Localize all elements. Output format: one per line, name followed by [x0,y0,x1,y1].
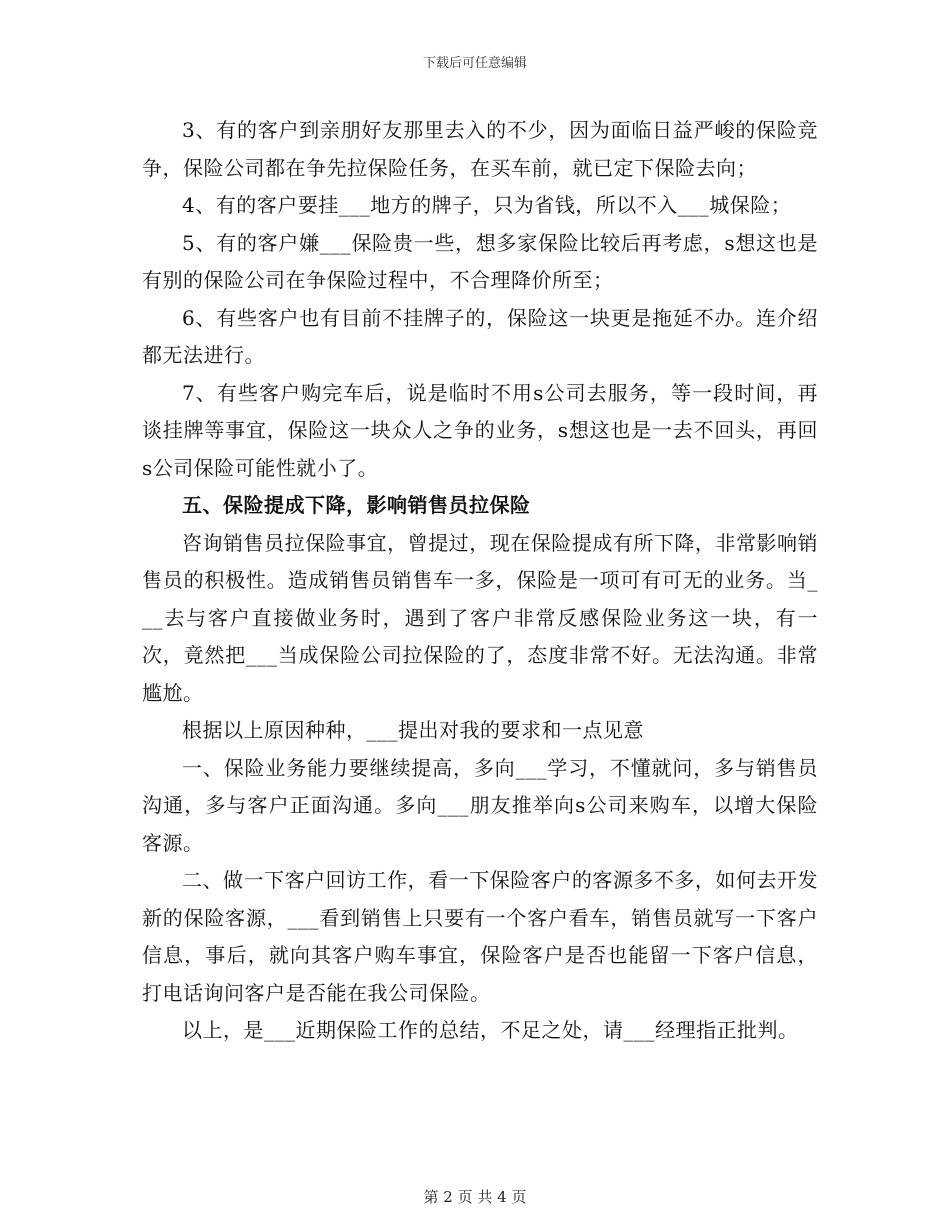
page-header-note: 下载后可任意编辑 [422,56,527,71]
paragraph-summary-intro: 根据以上原因种种，___提出对我的要求和一点见意 [182,718,644,742]
paragraph-item-3: 3、有的客户到亲朋好友那里去入的不少，因为面临日益严峻的保险竞争，保险公司都在争先拉保险任务，在买车前，就已定下保险去向； [142,118,818,180]
paragraph-item-5: 5、有的客户嫌___保险贵一些，想多家保险比较后再考虑，s想这也是有别的保险公司在争保险过程中，不合理降价所至； [142,230,818,292]
paragraph-item-7: 7、有些客户购完车后，说是临时不用s公司去服务，等一段时间，再谈挂牌等事宜，保险这一块众人之争的业务，s想这也是一去不回头，再回s公司保险可能性就小了。 [142,380,818,480]
section-heading-five: 五、保险提成下降，影响销售员拉保险 [182,493,531,517]
paragraph-conclusion: 以上，是___近期保险工作的总结，不足之处，请___经理指正批判。 [182,1018,799,1042]
paragraph-consult: 咨询销售员拉保险事宜，曾提过，现在保险提成有所下降，非常影响销售员的积极性。造成销售员销售车一多，保险是一项可有可无的业务。当___去与客户直接做业务时，遇到了客户非常反感保险业务这一块，有一次，竟然把___当成保险公司拉保险的了，态度非常不好。无法沟通。非常尴尬。 [142,530,818,705]
document-body [142,112,818,1050]
paragraph-requirement-one: 一、保险业务能力要继续提高，多向___学习，不懂就问，多与销售员沟通，多与客户正面沟通。多向___朋友推举向s公司来购车，以增大保险客源。 [142,755,818,855]
page-number: 第 2 页 共 4 页 [423,1188,527,1206]
paragraph-item-4: 4、有的客户要挂___地方的牌子，只为省钱，所以不入___城保险； [182,193,792,217]
paragraph-requirement-two: 二、做一下客户回访工作，看一下保险客户的客源多不多，如何去开发新的保险客源，___看到销售上只要有一个客户看车，销售员就写一下客户信息，事后，就向其客户购车事宜，保险客户是否也能留一下客户信息，打电话询问客户是否能在我公司保险。 [142,868,818,1005]
paragraph-item-6: 6、有些客户也有目前不挂牌子的，保险这一块更是拖延不办。连介绍都无法进行。 [142,305,818,367]
